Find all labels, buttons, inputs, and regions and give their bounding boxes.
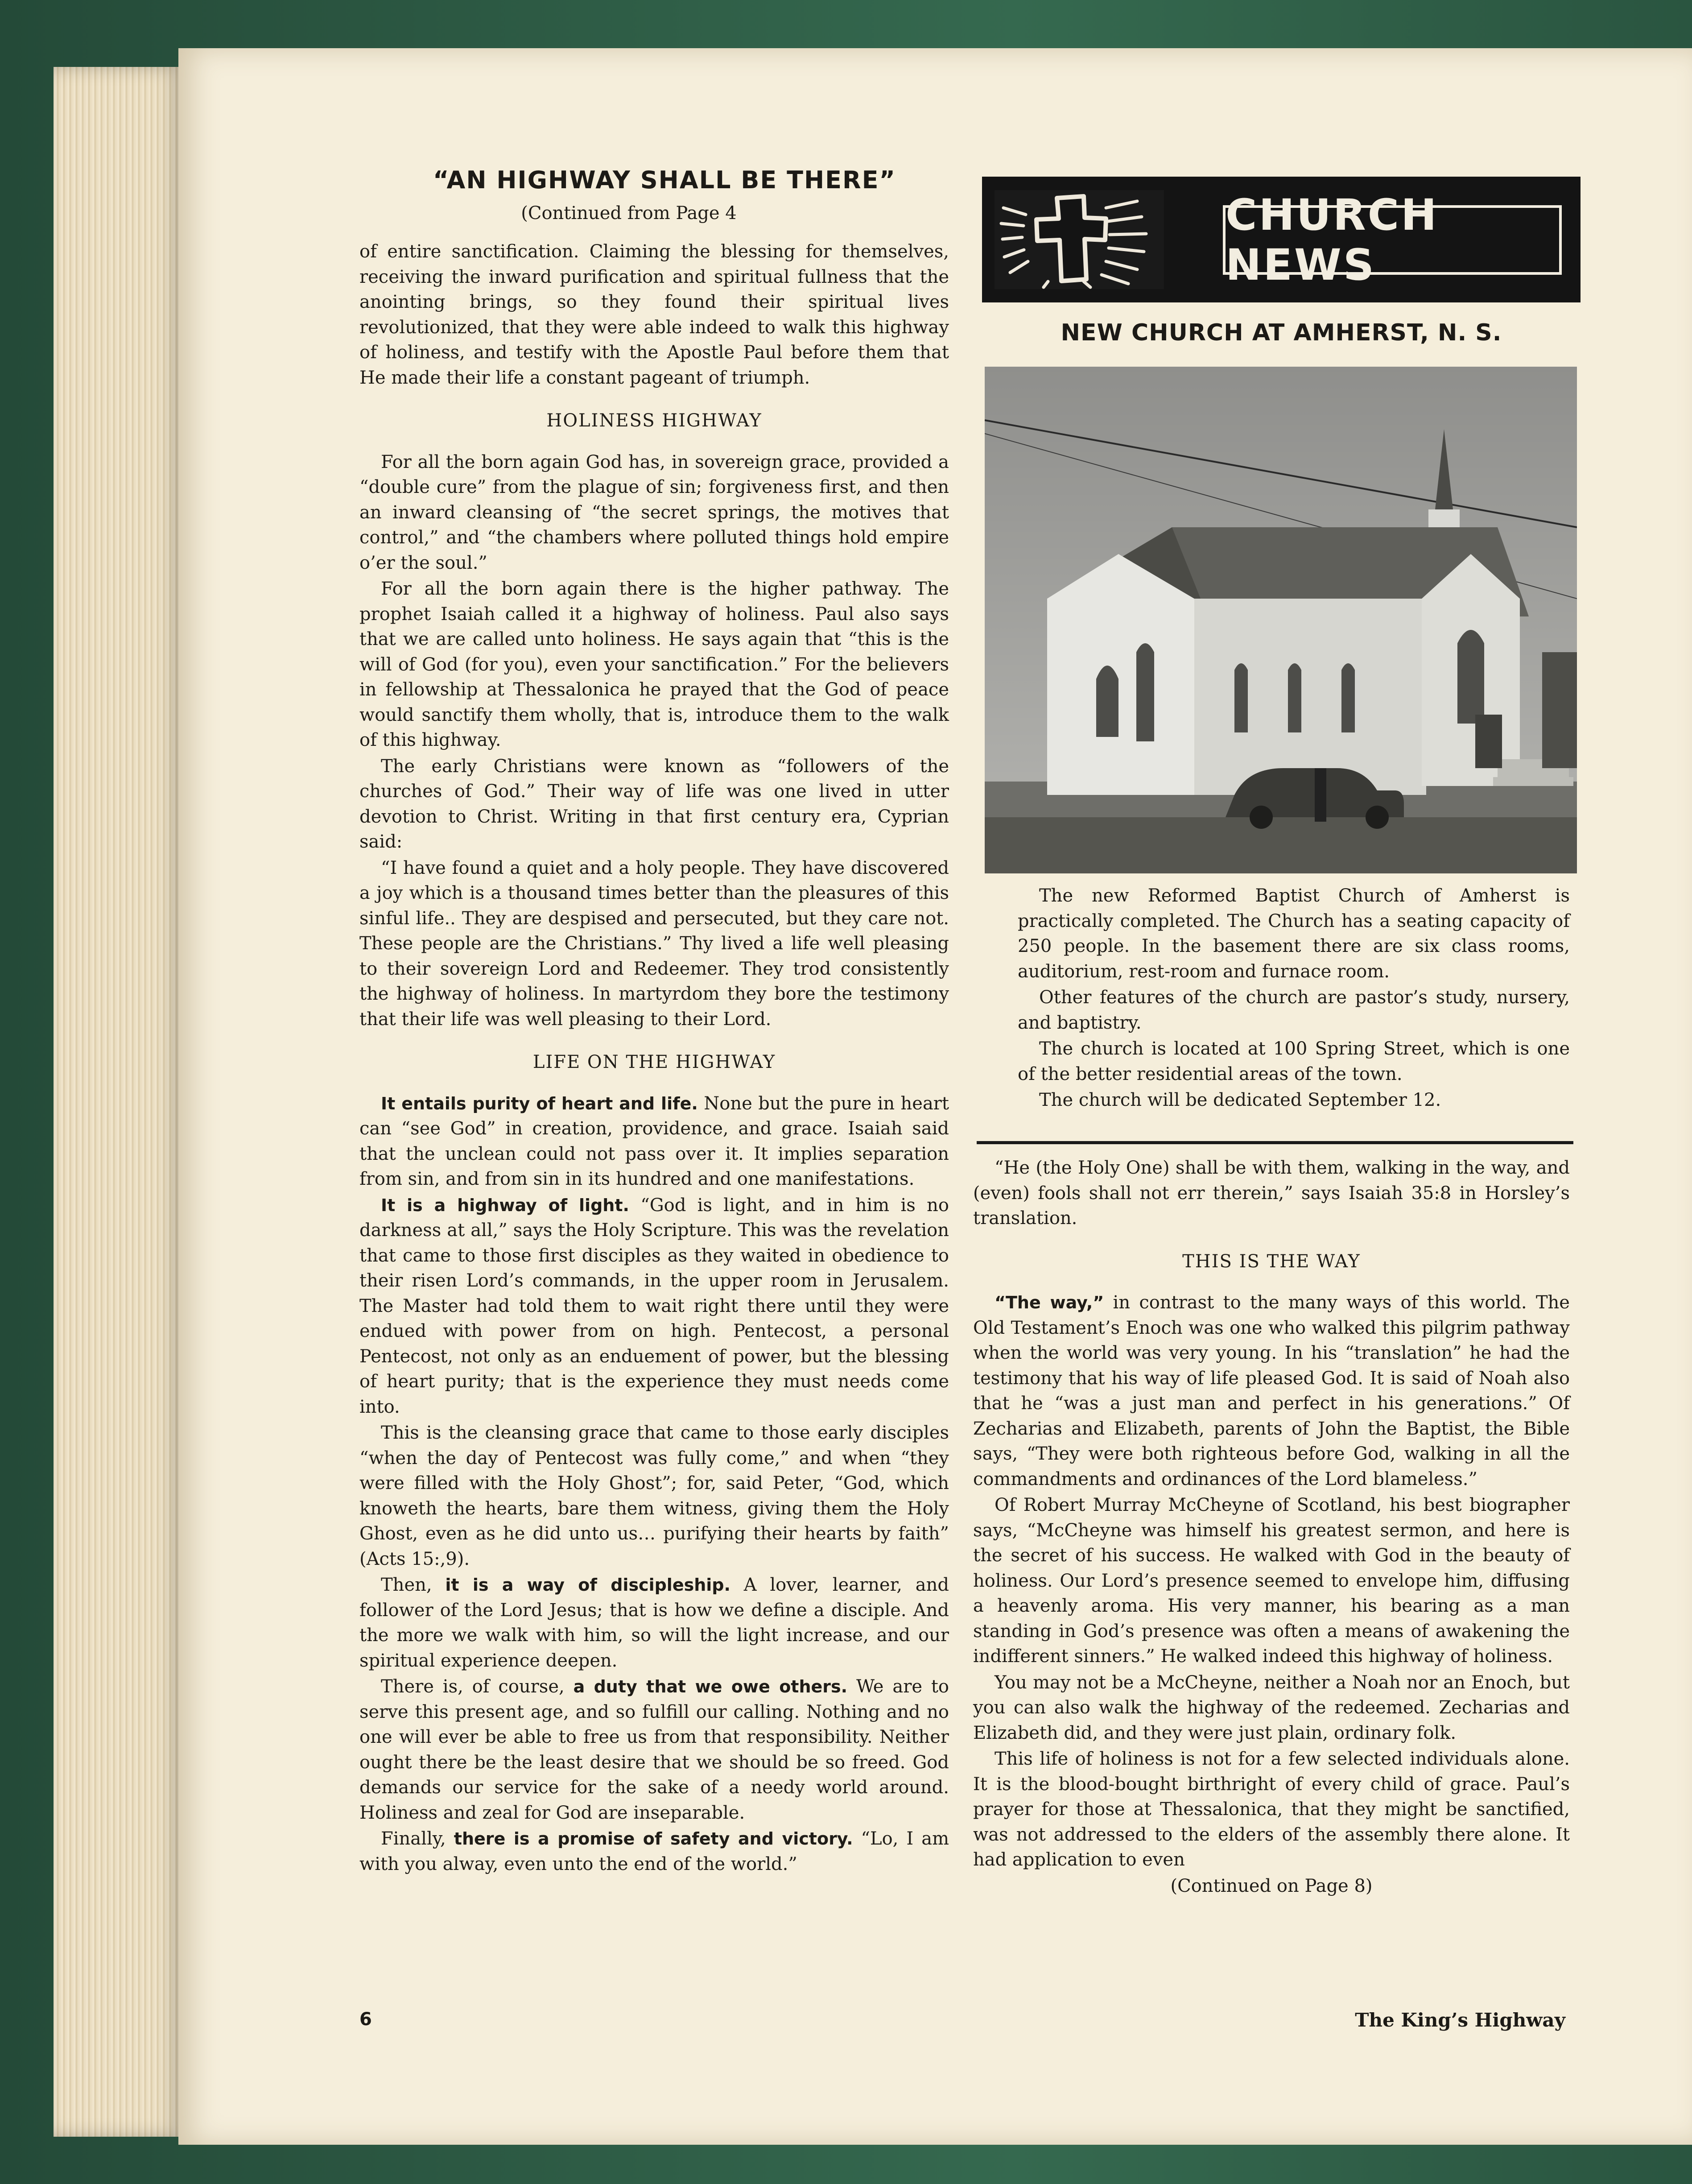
news-text — [1018, 883, 1570, 1113]
right-column-article — [973, 1155, 1570, 1899]
life-paragraph-2 — [359, 1193, 949, 1420]
lead-phrase: it is a way of discipleship. — [445, 1575, 730, 1595]
isaiah-paragraph: “He (the Holy One) shall be with them, walking in the way, and (even) fools shall not err therein,” says Isaiah 35:8 in Horsley’s translation. — [973, 1158, 1570, 1228]
news-paragraph-4: The church will be dedicated September 12. — [1039, 1090, 1441, 1110]
paragraph-text: “God is light, and in him is no darkness at all,” says the Holy Scripture. This was the revelation that came to those first disciples as they waited in obedience to their risen Lord’s commands, in the upper room in Jerusalem. The Master had told them to wait right there until they were endued with power from on high. Pentecost, a personal Pentecost, not only as an enduement of power, but the blessing of heart purity; that is the experience they must needs come into. — [359, 1195, 949, 1417]
news-paragraph-3: The church is located at 100 Spring Street, which is one of the better residential areas of the town. — [1018, 1038, 1570, 1084]
holiness-paragraph-3: The early Christians were known as “followers of the churches of God.” Their way of life was one lived in utter devotion to Christ. Writing in that first century era, Cyprian said: — [359, 756, 949, 852]
article-intro: of entire sanctification. Claiming the blessing for themselves, receiving the inward purification and spiritual fullness that the anointing brings, so they found their spiritual lives revolutionized, that they were able indeed to walk this highway of holiness, and testify with the Apostle Paul before them that He made their life a constant pageant of triumph. — [359, 241, 949, 388]
church-building-image — [985, 367, 1577, 873]
way-paragraph-3: You may not be a McCheyne, neither a Noah nor an Enoch, but you can also walk the highway of the redeemed. Zecharias and Elizabeth did, and they were just plain, ordinary folk. — [973, 1672, 1570, 1743]
paragraph-text: We are to serve this present age, and so fulfill our calling. Nothing and no one will ever be able to free us from that responsibility. Neither ought there be the least desire that we should be so freed. God demands our service for the sake of a needy world around. Holiness and zeal for God are inseparable. — [359, 1676, 949, 1823]
paragraph-text: There is, of course, — [381, 1676, 574, 1697]
life-paragraph-1 — [359, 1091, 949, 1192]
way-paragraph-4: This life of holiness is not for a few selected individuals alone. It is the blood-bought birthright of every child of grace. Paul’s prayer for those at Thessalonica, that they might be sanctified, was not addressed to the elders of the assembly there alone. It had application to even — [973, 1749, 1570, 1870]
paragraph-text: in contrast to the many ways of this world. The Old Testament’s Enoch was one who walked this pilgrim pathway when the world was very young. In his “translation” he had the testimony that his way of life pleased God. It is said of Noah also that he “was a just man and perfect in his generations.” Of Zecharias and Elizabeth, parents of John the Baptist, the Bible says, “They were both righteous before God, walking in all the commandments and ordinances of the Lord blameless.” — [973, 1292, 1570, 1489]
page-stack — [54, 67, 183, 2137]
church-news-banner — [982, 177, 1581, 302]
lead-phrase: there is a promise of safety and victory. — [454, 1829, 853, 1849]
holiness-paragraph-2: For all the born again there is the higher pathway. The prophet Isaiah called it a highway of holiness. Paul also says that we are called unto holiness. He says again that “this is the will of God (for you), even your sanctification.” For the believers in fellowship at Thessalonica he prayed that the God of peace would sanctify them wholly, that is, introduce them to the walk of this highway. — [359, 579, 949, 750]
news-headline: NEW CHURCH AT AMHERST, N. S. — [1061, 319, 1502, 346]
article-title: “AN HIGHWAY SHALL BE THERE” — [433, 166, 896, 194]
news-paragraph-1: The new Reformed Baptist Church of Amherst is practically completed. The Church has a seating capacity of 250 people. In the basement there are six class rooms, auditorium, rest-room and furnace room. — [1018, 885, 1570, 982]
cross-rays-graphic — [995, 190, 1164, 289]
news-paragraph-2: Other features of the church are pastor’s study, nursery, and baptistry. — [1018, 987, 1570, 1033]
way-heading: THIS IS THE WAY — [1182, 1251, 1361, 1272]
church-news-badge — [1223, 190, 1562, 290]
paragraph-text: “Lo, I am with you alway, even unto the end of the world.” — [359, 1828, 949, 1874]
lead-phrase: “The way,” — [995, 1293, 1104, 1312]
cross-icon — [995, 190, 1164, 289]
life-paragraph-3: This is the cleansing grace that came to those early disciples “when the day of Pentecost was fully come,” and when “they were filled with the Holy Ghost”; for, said Peter, “God, which knoweth the hearts, bare them witness, giving them the Holy Ghost, even as he did unto us… purifying their hearts by faith” (Acts 15:,9). — [359, 1423, 949, 1569]
lead-phrase: It is a highway of light. — [381, 1195, 629, 1215]
church-news-title: CHURCH NEWS — [1226, 190, 1439, 290]
life-paragraph-5 — [359, 1674, 949, 1825]
life-paragraph-6 — [359, 1826, 949, 1877]
section-divider — [977, 1141, 1573, 1144]
continued-on-note: (Continued on Page 8) — [1170, 1875, 1373, 1896]
left-column — [359, 239, 949, 1877]
paragraph-text: None but the pure in heart can “see God” in creation, providence, and grace. Isaiah said that the unclean could not pass over it. It implies separation from sin, and from sin in its hundred and one manifestations. — [359, 1093, 949, 1189]
lead-phrase: It entails purity of heart and life. — [381, 1093, 698, 1113]
paragraph-text: Finally, — [381, 1828, 454, 1849]
paragraph-text: A lover, learner, and follower of the Lord Jesus; that is how we define a disciple. And the more we walk with him, so will the light increase, and our spiritual experience deepen. — [359, 1575, 949, 1671]
church-photo — [985, 367, 1577, 873]
holiness-heading: HOLINESS HIGHWAY — [546, 410, 762, 431]
paragraph-text: Then, — [381, 1575, 446, 1595]
page-number: 6 — [359, 2009, 372, 2030]
life-heading: LIFE ON THE HIGHWAY — [532, 1052, 776, 1072]
way-paragraph-2: Of Robert Murray McCheyne of Scotland, his best biographer says, “McCheyne was himself his greatest sermon, and here is the secret of his success. He walked with God in the beauty of holiness. Our Lord’s presence seemed to envelope him, diffusing a heavenly aroma. His very manner, his bearing as a man standing in God’s presence was often a means of awakening the indifferent sinners.” He walked indeed this highway of holiness. — [973, 1495, 1570, 1667]
way-paragraph-1 — [973, 1290, 1570, 1492]
lead-phrase: a duty that we owe others. — [573, 1677, 848, 1696]
life-paragraph-4 — [359, 1572, 949, 1673]
continued-from-note: (Continued from Page 4 — [521, 203, 737, 223]
holiness-paragraph-1: For all the born again God has, in sovereign grace, provided a “double cure” from the plague of sin; forgiveness first, and then an inward cleansing of “the secret springs, the motives that control,” and “the chambers where polluted things hold empire o’er the soul.” — [359, 451, 949, 573]
cyprian-quote: “I have found a quiet and a holy people. They have discovered a joy which is a thousand times better than the pleasures of this sinful life.. They are despised and persecuted, but they care not. These people are the Christians.” Thy lived a life well pleasing to their sovereign Lord and Redeemer. They trod consistently the highway of holiness. In martyrdom they bore the testimony that their life was well pleasing to their Lord. — [359, 857, 949, 1030]
magazine-title: The King’s Highway — [1355, 2009, 1565, 2031]
